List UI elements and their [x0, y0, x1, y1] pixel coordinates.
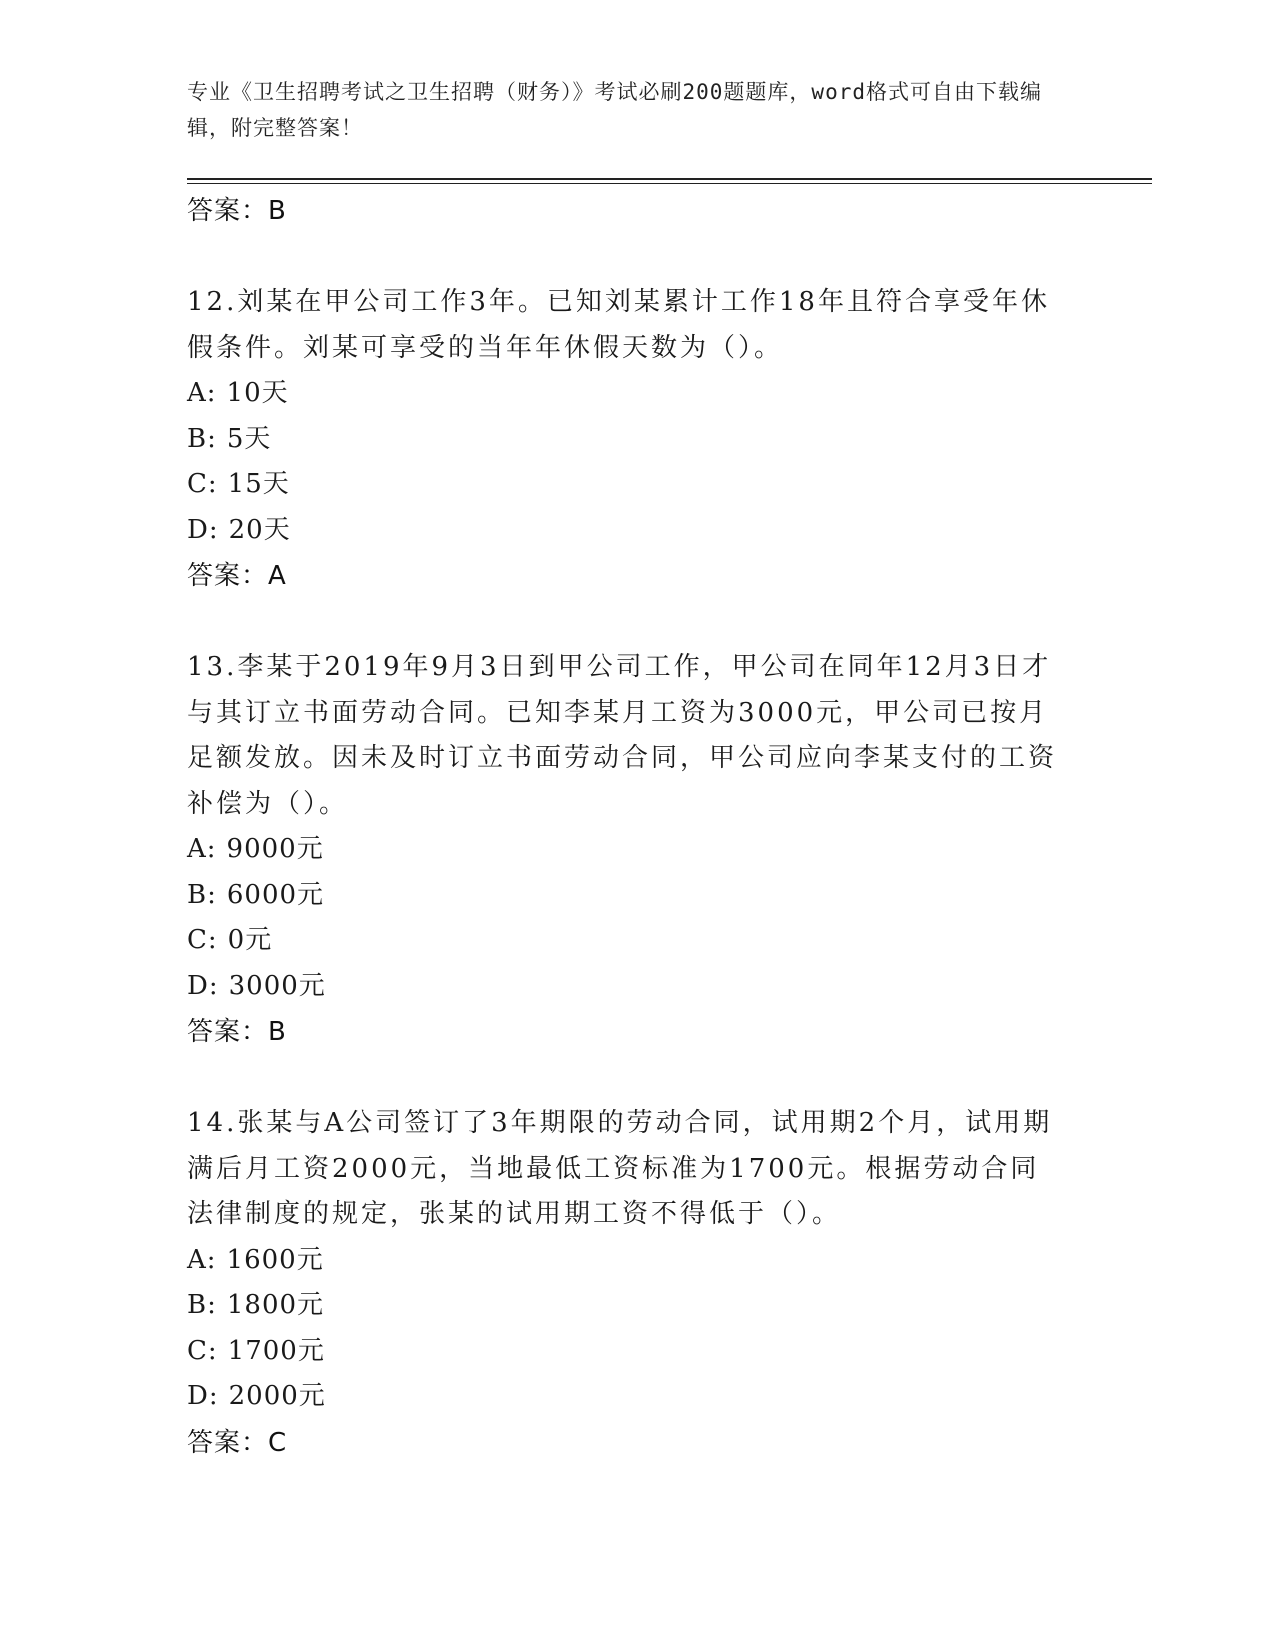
option-letter: D: [187, 514, 219, 545]
question-stem: 12.刘某在甲公司工作3年。已知刘某累计工作18年且符合享受年休假条件。刘某可享受的当年年休假天数为（）。 [187, 287, 1050, 363]
option-text: 5天 [226, 423, 272, 454]
option-b [187, 417, 1087, 463]
header-divider-thin [187, 183, 1152, 184]
option-letter: B: [187, 423, 217, 454]
document-body [187, 188, 1087, 1466]
option-letter: A: [187, 1244, 217, 1275]
question-block [187, 1101, 1087, 1466]
option-d [187, 508, 1087, 554]
page-header: 专业《卫生招聘考试之卫生招聘（财务）》考试必刷200题题库，word格式可自由下载编辑，附完整答案！ [187, 80, 1042, 140]
option-a [187, 827, 1087, 873]
option-text: 20天 [228, 514, 291, 545]
option-d [187, 964, 1087, 1010]
option-a [187, 371, 1087, 417]
option-letter: B: [187, 879, 217, 910]
option-letter: C: [187, 925, 218, 955]
option-b [187, 1283, 1087, 1329]
question-block [187, 280, 1087, 645]
answer-line: 答案：B [187, 1017, 287, 1047]
answer-line: 答案：B [187, 196, 287, 226]
option-a [187, 1238, 1087, 1284]
option-c [187, 1329, 1087, 1375]
option-text: 1600元 [226, 1244, 324, 1275]
option-text: 0元 [227, 925, 273, 955]
option-letter: A: [187, 378, 217, 408]
option-text: 9000元 [226, 834, 324, 864]
question-block [187, 645, 1087, 1101]
option-letter: A: [187, 834, 217, 864]
option-d [187, 1374, 1087, 1420]
option-c [187, 918, 1087, 964]
option-letter: C: [187, 469, 218, 499]
header-divider [187, 178, 1152, 180]
option-text: 3000元 [228, 970, 326, 1001]
option-text: 2000元 [228, 1381, 326, 1411]
option-text: 1700元 [227, 1335, 325, 1366]
option-letter: C: [187, 1335, 218, 1366]
option-letter: D: [187, 1381, 219, 1411]
question-stem: 13.李某于2019年9月3日到甲公司工作，甲公司在同年12月3日才与其订立书面劳动合同。已知李某月工资为3000元，甲公司已按月足额发放。因未及时订立书面劳动合同，甲公司应向李某支付的工资补偿为（）。 [187, 652, 1058, 819]
answer-line: 答案：A [187, 561, 287, 591]
option-letter: D: [187, 970, 219, 1001]
option-text: 10天 [226, 378, 289, 408]
option-b [187, 873, 1087, 919]
question-stem: 14.张某与A公司签订了3年期限的劳动合同，试用期2个月，试用期满后月工资2000元，当地最低工资标准为1700元。根据劳动合同法律制度的规定，张某的试用期工资不得低于（）。 [187, 1108, 1053, 1229]
option-text: 6000元 [226, 879, 325, 910]
option-letter: B: [187, 1290, 217, 1320]
option-text: 15天 [227, 469, 290, 499]
answer-line: 答案：C [187, 1427, 288, 1458]
option-c [187, 462, 1087, 508]
option-text: 1800元 [226, 1290, 325, 1320]
